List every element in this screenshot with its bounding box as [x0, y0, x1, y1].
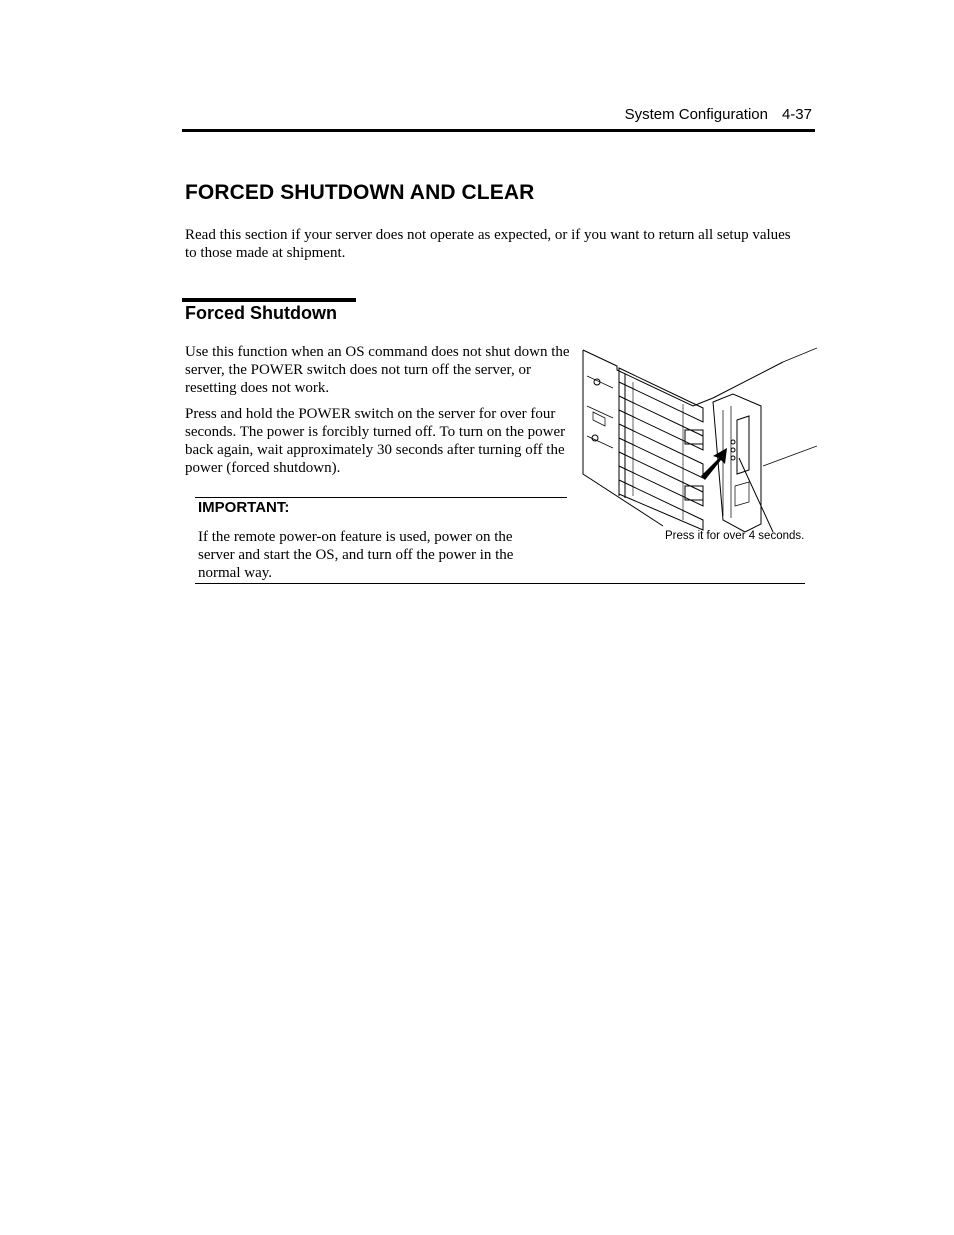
server-power-switch-illustration — [573, 346, 817, 532]
intro-paragraph: Read this section if your server does not operate as expected, or if you want to return all setup values to those made at shipment. — [185, 227, 791, 261]
figure-caption: Press it for over 4 seconds. — [665, 530, 805, 542]
section-title: FORCED SHUTDOWN AND CLEAR — [185, 181, 535, 204]
running-header — [625, 106, 812, 123]
subsection-title: Forced Shutdown — [185, 303, 337, 323]
subsection-rule — [182, 298, 356, 302]
header-rule — [182, 129, 815, 132]
important-bottom-rule — [195, 583, 805, 584]
important-heading: IMPORTANT: — [198, 499, 290, 516]
body-paragraph: Use this function when an OS command does not shut down the server, the POWER switch does not turn off the server, or resetting does not work. — [185, 344, 570, 396]
header-section: System Configuration — [624, 106, 768, 123]
important-top-rule — [195, 497, 567, 498]
body-paragraph: Press and hold the POWER switch on the server for over four seconds. The power is forcibly turned off. To turn on the power back again, wait approximately 30 seconds after turning off the power (forced shutdown). — [185, 406, 566, 476]
page-number: 4-37 — [781, 106, 812, 123]
important-text: If the remote power-on feature is used, power on the server and start the OS, and turn off the power in the normal way. — [198, 529, 514, 581]
